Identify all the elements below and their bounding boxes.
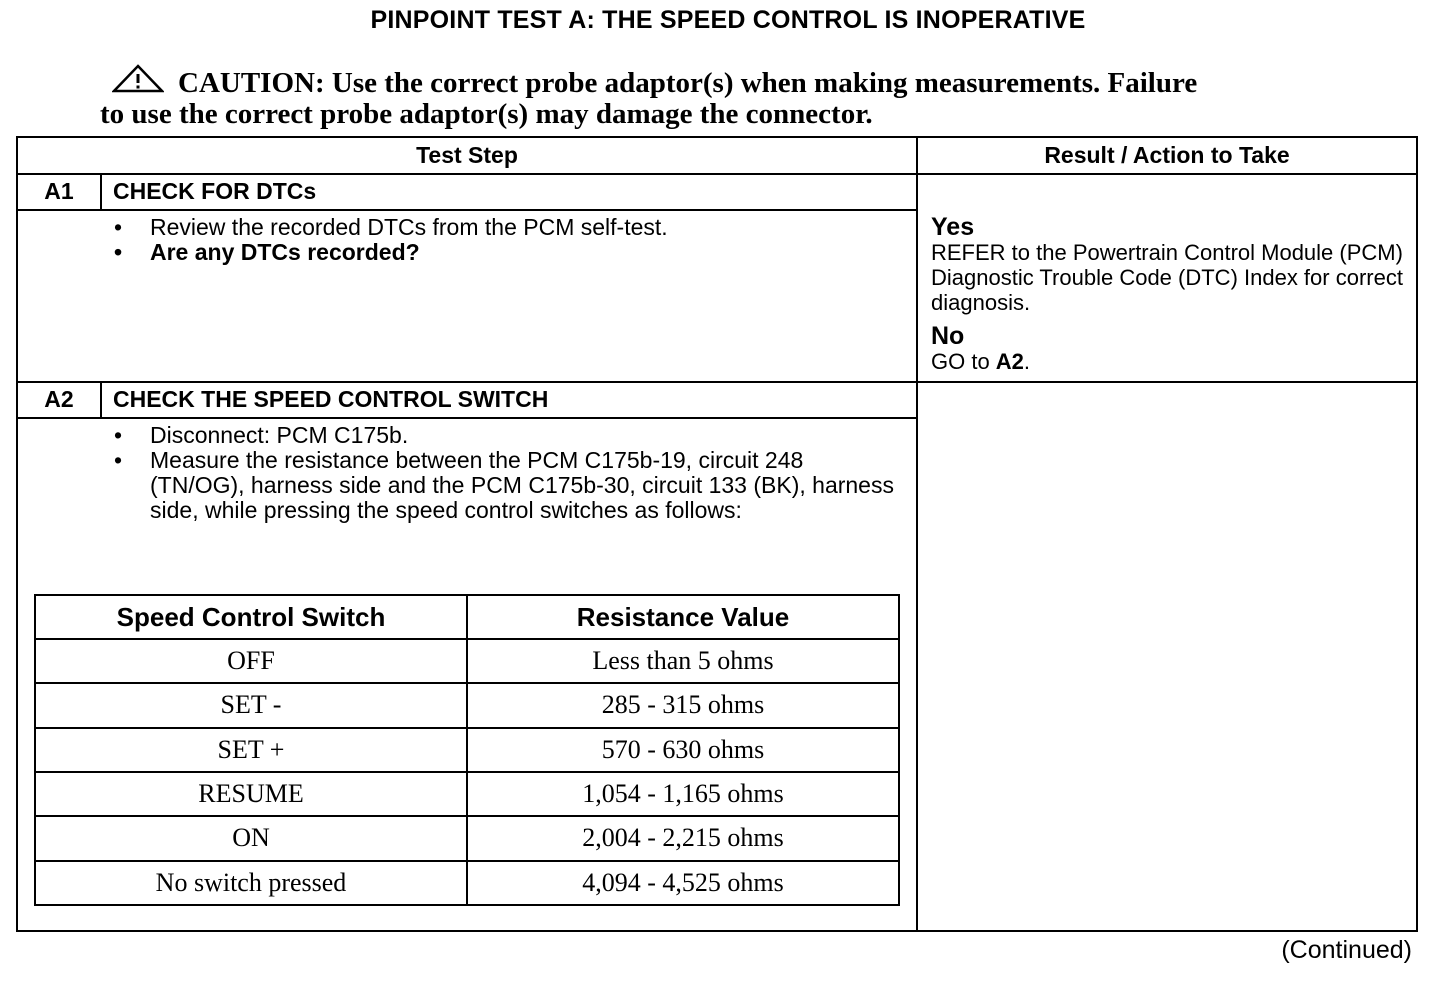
- pinpoint-test-table: [16, 136, 1418, 932]
- table-row: [35, 639, 899, 683]
- table-row: [35, 728, 899, 772]
- resistance-cell: 570 - 630 ohms: [467, 728, 899, 772]
- speed-control-resistance-table: [34, 594, 900, 906]
- step-a1-item-2: • Are any DTCs recorded?: [114, 240, 904, 265]
- table-row: [35, 772, 899, 816]
- header-result-action: Result / Action to Take: [1044, 142, 1290, 168]
- spec-header-switch: Speed Control Switch: [35, 595, 467, 639]
- step-a1-id: A1: [44, 178, 74, 204]
- caution-label: CAUTION:: [178, 67, 325, 99]
- switch-cell: OFF: [35, 639, 467, 683]
- caution-text-line-2: to use the correct probe adaptor(s) may damage the connector.: [100, 98, 873, 130]
- step-a2-title-divider: [18, 417, 916, 419]
- continued-label: (Continued): [1281, 936, 1412, 964]
- step-a1-id-divider: [100, 173, 102, 211]
- result-no-heading: No: [931, 322, 965, 350]
- resistance-cell: 4,094 - 4,525 ohms: [467, 861, 899, 905]
- step-a2-item-2: • Measure the resistance between the PCM C175b-19, circuit 248 (TN/OG), harness side and the PCM C175b-30, circuit 133 (BK), harness side, while pressing the speed control switches as follows:: [114, 448, 904, 523]
- table-row: [35, 861, 899, 905]
- step-a1-bottom-divider: [18, 381, 1416, 383]
- step-a2-item-1: • Disconnect: PCM C175b.: [114, 423, 904, 448]
- result-no-body-suffix: .: [1023, 349, 1031, 374]
- result-no-body-prefix: GO to: [931, 349, 996, 374]
- spec-header-row: [35, 595, 899, 639]
- step-a2-id: A2: [44, 386, 74, 412]
- header-divider: [18, 173, 1416, 175]
- step-a2-title: CHECK THE SPEED CONTROL SWITCH: [113, 386, 549, 412]
- result-yes-heading: Yes: [931, 213, 975, 241]
- step-a1-title-divider: [18, 209, 916, 211]
- step-a1-item-1: • Review the recorded DTCs from the PCM self-test.: [114, 215, 904, 240]
- step-a1-instructions: [114, 215, 904, 265]
- caution-text-line-1: Use the correct probe adaptor(s) when making measurements. Failure: [324, 67, 1198, 99]
- resistance-cell: Less than 5 ohms: [467, 639, 899, 683]
- header-test-step: Test Step: [416, 142, 518, 168]
- step-a1-results: [931, 214, 1411, 374]
- caution-line-1: [100, 64, 1320, 99]
- step-a2-instructions: [114, 423, 904, 523]
- table-row: [35, 816, 899, 860]
- column-divider: [916, 138, 918, 932]
- switch-cell: No switch pressed: [35, 861, 467, 905]
- warning-triangle-icon: [112, 64, 164, 94]
- result-yes-body: REFER to the Powertrain Control Module (PCM) Diagnostic Trouble Code (DTC) Index for correct diagnosis.: [931, 240, 1403, 315]
- result-no-goto-link[interactable]: A2: [995, 349, 1024, 374]
- switch-cell: ON: [35, 816, 467, 860]
- caution-notice: [100, 64, 1320, 130]
- switch-cell: RESUME: [35, 772, 467, 816]
- spec-header-resistance: Resistance Value: [467, 595, 899, 639]
- step-a2-id-divider: [100, 381, 102, 419]
- switch-cell: SET -: [35, 683, 467, 727]
- result-no-body: [931, 349, 1411, 374]
- resistance-cell: 1,054 - 1,165 ohms: [467, 772, 899, 816]
- step-a1-title: CHECK FOR DTCs: [113, 178, 317, 204]
- resistance-cell: 2,004 - 2,215 ohms: [467, 816, 899, 860]
- page-title: PINPOINT TEST A: THE SPEED CONTROL IS INOPERATIVE: [370, 6, 1086, 34]
- table-row: [35, 683, 899, 727]
- switch-cell: SET +: [35, 728, 467, 772]
- resistance-cell: 285 - 315 ohms: [467, 683, 899, 727]
